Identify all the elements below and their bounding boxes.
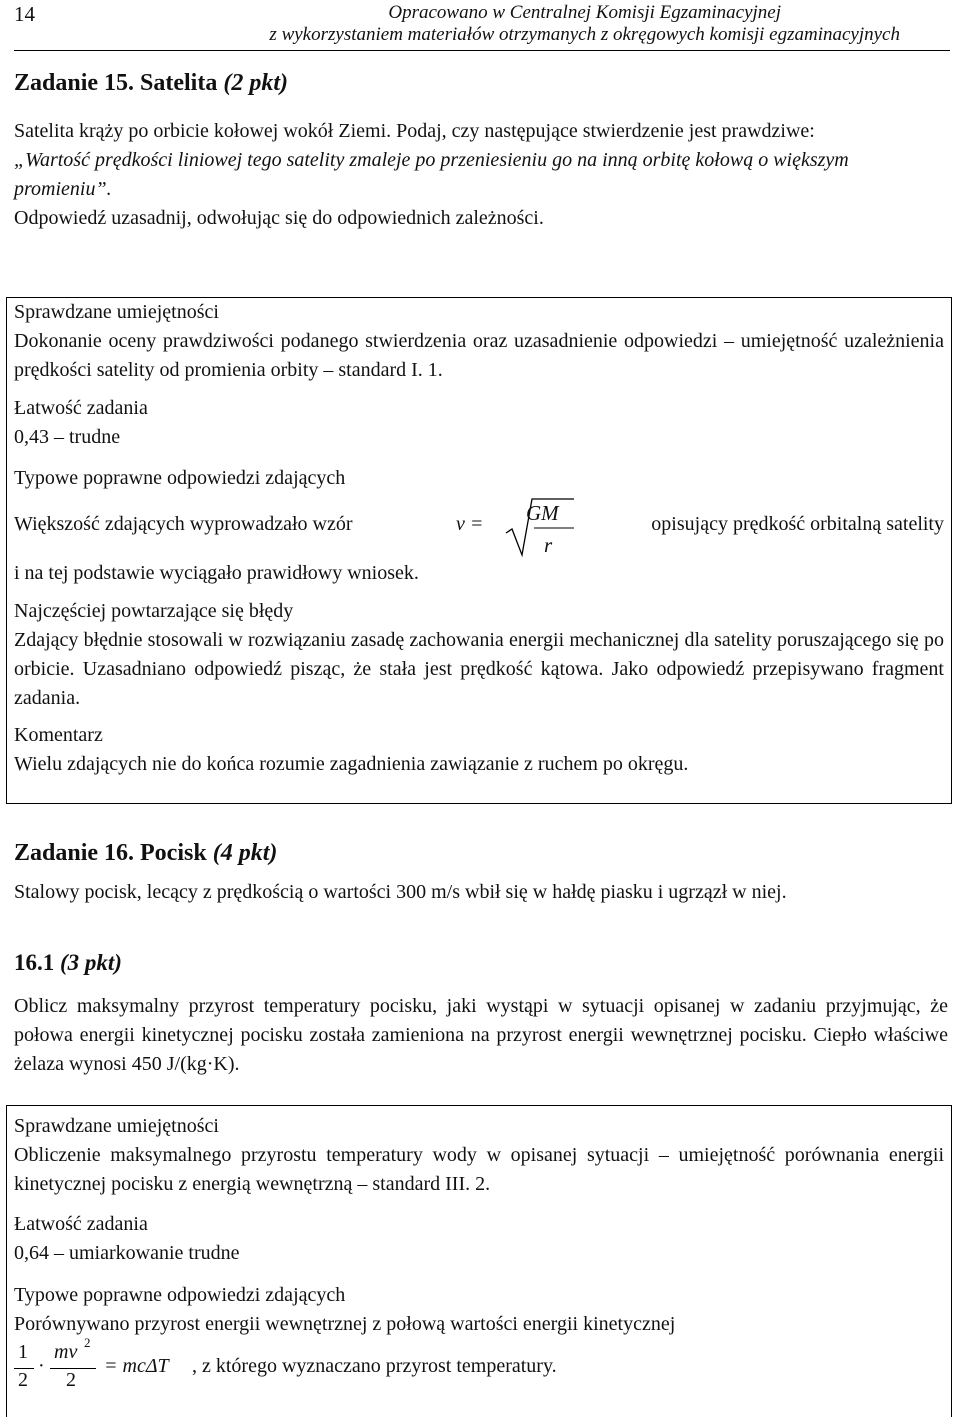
skills-label: Sprawdzane umiejętności — [14, 301, 219, 323]
t16-answers-text: Porównywano przyrost energii wewnętrznej z połową wartości energii kinetycznej — [14, 1313, 676, 1335]
answers-formula-line — [14, 495, 944, 559]
f-sq: 2 — [84, 1335, 91, 1350]
header-line-1: Opracowano w Centralnej Komisji Egzaminacyjnej — [388, 2, 782, 23]
f-rhs: = mcΔT — [104, 1355, 169, 1377]
answers-line2: i na tej podstawie wyciągało prawidłowy wniosek. — [14, 562, 419, 584]
errors-label: Najczęściej powtarzające się błędy — [14, 600, 294, 622]
formula-denominator: r — [544, 533, 553, 557]
task15-points: (2 pkt) — [223, 70, 288, 96]
t16-formula-line — [14, 1335, 944, 1397]
header-source — [269, 2, 900, 46]
document-page — [14, 0, 950, 1391]
t16-skills-text: Obliczenie maksymalnego przyrostu temperatury wody w opisanej sytuacji – umiejętność porównania energii kinetycznej pocisku z energią wewnętrzną – standard III. 2. — [14, 1144, 944, 1195]
task16-body — [14, 878, 948, 907]
answers-pre: Większość zdających wyprowadzało wzór — [14, 513, 353, 535]
task16-points: (4 pkt) — [212, 840, 278, 866]
difficulty-label: Łatwość zadania — [14, 397, 148, 419]
task16-1-body — [14, 992, 948, 1079]
t16-answers-label: Typowe poprawne odpowiedzi zdających — [14, 1284, 346, 1306]
task16-1-text: Oblicz maksymalny przyrost temperatury pocisku, jaki wystąpi w sytuacji opisanej w zadaniu przyjmując, że połowa energii kinetycznej pocisku została zamieniona na przyrost energii wewnętrznej pocisku. Ciepło właściwe żelaza wynosi 450 J/(kg·K). — [14, 995, 948, 1075]
task16-1-title: 16.1 (3 pkt) — [14, 950, 122, 975]
task15-para2: Odpowiedź uzasadnij, odwołując się do odpowiednich zależności. — [14, 207, 544, 229]
task15-body — [14, 117, 948, 233]
f-two: 2 — [18, 1369, 28, 1391]
task16-para1: Stalowy pocisk, lecący z prędkością o wartości 300 m/s wbił się w hałdę piasku i ugrzązł w niej. — [14, 881, 787, 903]
task16-title: Zadanie 16. Pocisk (4 pkt) — [14, 840, 278, 866]
page-header — [14, 0, 950, 51]
task15-para1: Satelita krąży po orbicie kołowej wokół Ziemi. Podaj, czy następujące stwierdzenie jest prawdziwe: — [14, 120, 815, 142]
page-number: 14 — [14, 2, 35, 26]
answers-post: opisujący prędkość orbitalną satelity — [651, 513, 944, 535]
task15-quote: „Wartość prędkości liniowej tego satelity zmaleje po przeniesieniu go na inną orbitę kołową o większym promieniu”. — [14, 149, 849, 200]
task15-assessment-box — [6, 297, 952, 804]
f-two2: 2 — [66, 1369, 76, 1391]
header-line-2: z wykorzystaniem materiałów otrzymanych z okręgowych komisji egzaminacyjnych — [269, 24, 900, 45]
comment-label: Komentarz — [14, 724, 103, 746]
errors-text: Zdający błędnie stosowali w rozwiązaniu zasadę zachowania energii mechanicznej dla satelity poruszającego się po orbicie. Uzasadniano odpowiedź pisząc, że stała jest prędkość kątowa. Jako odpowiedź przepisywano fragment zadania. — [14, 629, 944, 709]
task15-title: Zadanie 15. Satelita (2 pkt) — [14, 70, 288, 96]
task16-1-points: (3 pkt) — [60, 950, 122, 975]
formula-v: v = — [456, 513, 484, 535]
difficulty-text: 0,43 – trudne — [14, 426, 121, 448]
t16-skills-label: Sprawdzane umiejętności — [14, 1115, 219, 1137]
f-dot: · — [38, 1355, 45, 1377]
comment-text: Wielu zdających nie do końca rozumie zagadnienia zawiązanie z ruchem po okręgu. — [14, 753, 689, 775]
skills-text: Dokonanie oceny prawdziwości podanego stwierdzenia oraz uzasadnienie odpowiedzi – umiejętność uzależnienia prędkości satelity od promienia orbity – standard I. 1. — [14, 330, 944, 381]
f-post: , z którego wyznaczano przyrost temperatury. — [192, 1355, 557, 1377]
task16-assessment-box — [6, 1105, 952, 1417]
f-one: 1 — [18, 1341, 28, 1363]
formula-numerator: GM — [526, 501, 559, 525]
t16-difficulty-label: Łatwość zadania — [14, 1213, 148, 1235]
answers-label: Typowe poprawne odpowiedzi zdających — [14, 467, 346, 489]
t16-difficulty-text: 0,64 – umiarkowanie trudne — [14, 1242, 240, 1264]
f-mv: mv — [54, 1341, 78, 1363]
